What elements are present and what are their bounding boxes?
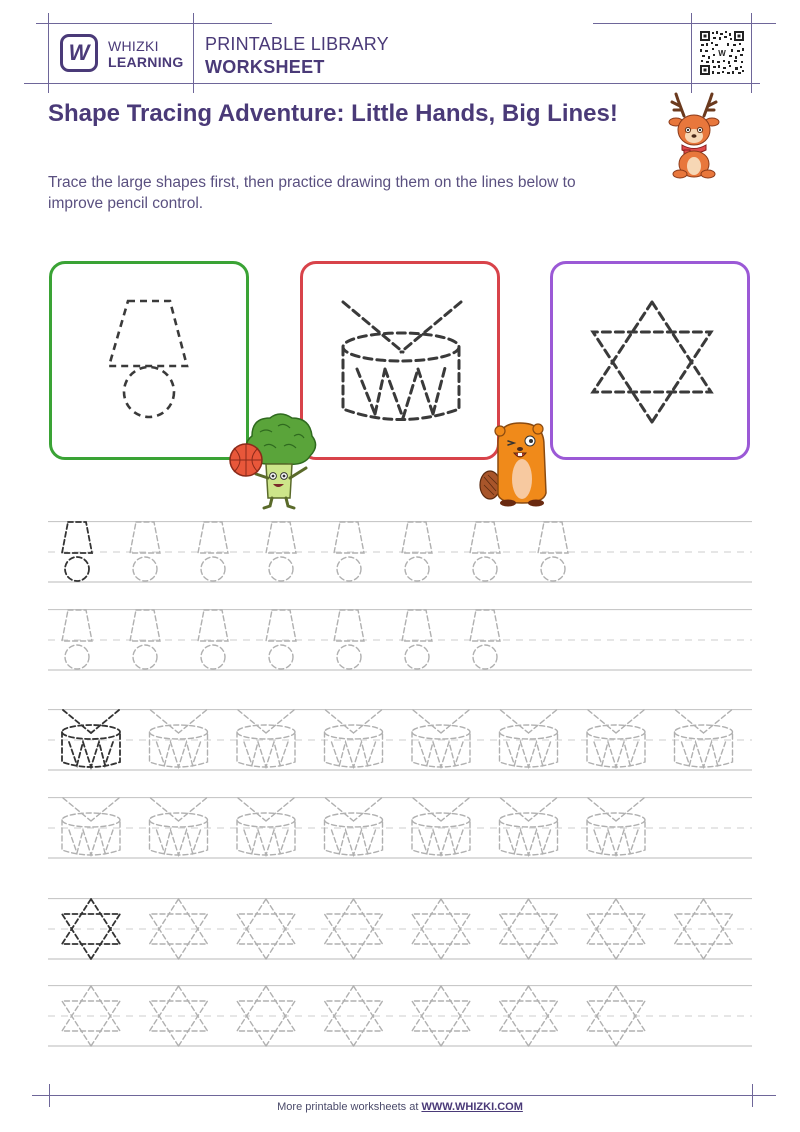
handwriting-guide-lines [48,898,752,960]
lamp-trace-icon [52,264,246,457]
practice-row-lamp[interactable] [48,521,752,583]
lamp-shape-card [49,261,249,460]
worksheet-instructions: Trace the large shapes first, then practice drawing them on the lines below to improve pencil control. [48,174,576,212]
header-divider-left [48,13,49,93]
logo-w-glyph: W [68,40,87,65]
whizki-website-link[interactable]: WWW.WHIZKI.COM [421,1101,523,1113]
qr-code-icon[interactable] [699,30,745,76]
header-bottom-rule-mid [184,83,584,84]
handwriting-guide-lines [48,609,752,671]
whizki-logo [60,34,98,72]
brand-subname: LEARNING [108,54,184,70]
svg-text:W: W [718,49,726,58]
deer-illustration-icon [664,92,724,180]
handwriting-guide-lines [48,797,752,859]
worksheet-title: Shape Tracing Adventure: Little Hands, Big Lines! [48,100,618,127]
beaver-illustration-icon [478,415,558,507]
brand-name: WHIZKI [108,38,159,54]
header-divider-qr-left [691,13,692,93]
header-divider-qr-right [751,13,752,93]
practice-row-star[interactable] [48,985,752,1047]
practice-row-drum[interactable] [48,709,752,771]
footer-text [0,1101,800,1113]
handwriting-guide-lines [48,521,752,583]
header-top-rule [36,23,272,24]
header-top-rule-right [593,23,776,24]
footer-label: More printable worksheets at [277,1101,422,1113]
star-trace-icon [553,264,747,457]
worksheet-label: WORKSHEET [205,57,325,77]
practice-row-star[interactable] [48,898,752,960]
header-bottom-rule-right [580,83,760,84]
drum-trace-icon [303,264,497,457]
library-label: PRINTABLE LIBRARY [205,34,389,54]
practice-row-lamp[interactable] [48,609,752,671]
drum-shape-card [300,261,500,460]
broccoli-basketball-illustration-icon [226,410,326,510]
header-divider-mid [193,13,194,93]
practice-row-drum[interactable] [48,797,752,859]
handwriting-guide-lines [48,709,752,771]
star-shape-card [550,261,750,460]
handwriting-guide-lines [48,985,752,1047]
footer-rule [32,1095,776,1096]
